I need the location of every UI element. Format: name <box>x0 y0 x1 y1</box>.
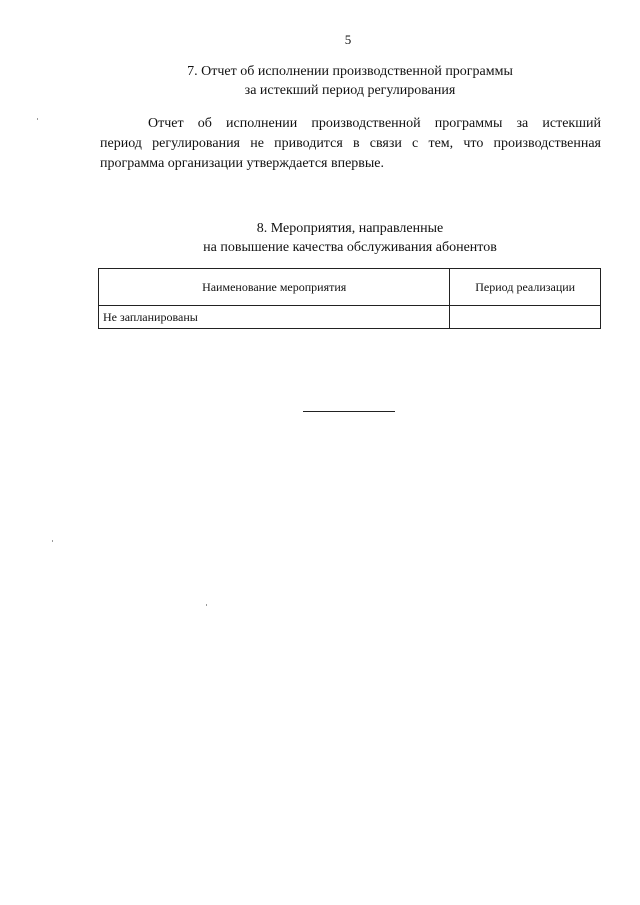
page-number: 5 <box>344 32 352 47</box>
end-of-document-rule <box>303 411 395 412</box>
paragraph-line-3: программа организации утверждается впервые. <box>100 156 385 171</box>
cell-event-name: Не запланированы <box>99 306 450 329</box>
section-7-heading-line-2: за истекший период регулирования <box>244 83 456 98</box>
header-period: Период реализации <box>450 269 601 306</box>
paragraph-line-2: период регулирования не приводится в связи с тем, что производственная <box>100 136 601 151</box>
table-header-row <box>99 269 601 306</box>
section-7-heading <box>30 62 640 100</box>
section-8-heading-line-1: 8. Мероприятия, направленные <box>256 221 444 236</box>
section-8-heading-line-2: на повышение качества обслуживания абонентов <box>203 240 497 255</box>
scan-speck <box>52 540 53 542</box>
table-row <box>99 306 601 329</box>
section-7-heading-line-1: 7. Отчет об исполнении производственной программы <box>187 64 513 79</box>
events-table <box>98 268 601 329</box>
paragraph-line-1: Отчет об исполнении производственной программы за истекший <box>148 116 601 131</box>
header-event-name: Наименование мероприятия <box>99 269 450 306</box>
section-8-heading <box>30 219 640 257</box>
scan-speck <box>206 604 207 606</box>
section-7-paragraph <box>100 114 601 174</box>
scan-speck <box>37 118 38 120</box>
cell-period <box>450 306 601 329</box>
